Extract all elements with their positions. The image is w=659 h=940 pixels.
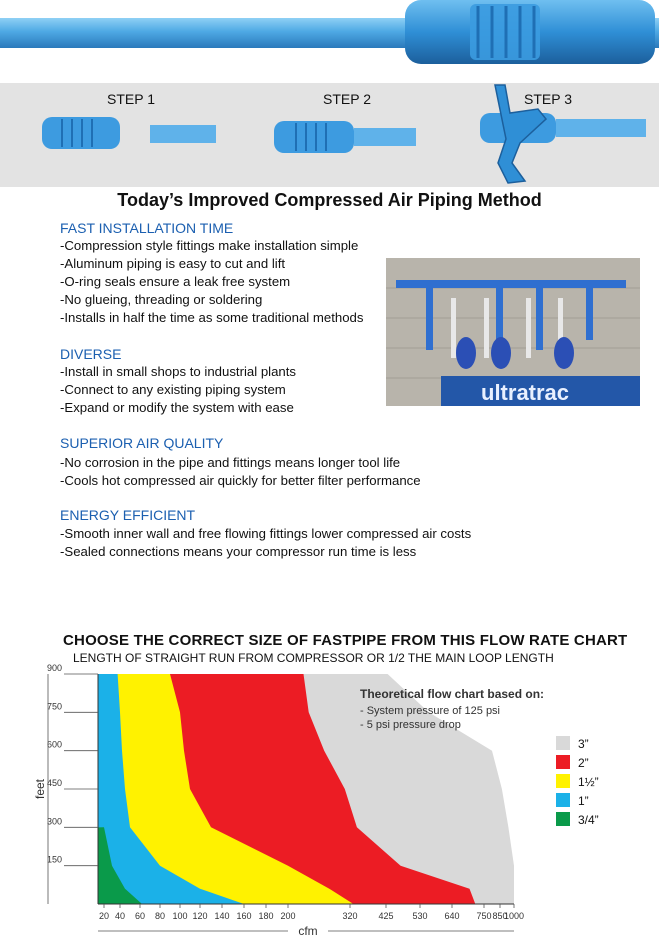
chart-note-line: - 5 psi pressure drop	[360, 719, 461, 731]
y-tick-label: 750	[46, 701, 62, 712]
legend-swatch	[556, 774, 570, 788]
chart-title: CHOOSE THE CORRECT SIZE OF FASTPIPE FROM THIS FLOW RATE CHART	[63, 632, 628, 649]
pipe-fitting-hero-icon	[0, 0, 659, 80]
fast-installation-list	[60, 237, 363, 327]
diverse-list	[60, 363, 296, 417]
step-3-label: STEP 3	[524, 91, 572, 107]
list-item: -Install in small shops to industrial plants	[60, 364, 297, 379]
x-tick-label: 425	[378, 911, 394, 921]
step-2-fitting-icon	[274, 121, 416, 153]
legend-swatch	[556, 736, 570, 750]
list-item: -Expand or modify the system with ease	[60, 400, 294, 415]
list-item: -Connect to any existing piping system	[60, 382, 286, 397]
x-tick-label: 120	[192, 911, 208, 921]
y-tick-label: 600	[46, 739, 62, 750]
photo-brand-text: ultratrac	[481, 380, 570, 405]
x-tick-label: 180	[258, 911, 274, 921]
compressor-room-photo-icon	[386, 258, 640, 406]
list-item: -Installs in half the time as some traditional methods	[60, 310, 364, 325]
y-tick-label: 900	[46, 664, 62, 673]
legend-label: 2”	[578, 756, 589, 770]
legend-swatch	[556, 793, 570, 807]
x-tick-label: 160	[236, 911, 252, 921]
x-tick-label: 200	[280, 911, 296, 921]
y-axis-label: feet	[33, 778, 47, 800]
air-quality-list	[60, 454, 421, 490]
list-item: -Compression style fittings make installation simple	[60, 238, 359, 253]
flow-rate-chart	[0, 664, 659, 940]
legend-label: 3”	[578, 737, 589, 751]
legend-swatch	[556, 755, 570, 769]
step-2-label: STEP 2	[323, 91, 371, 107]
y-tick-label: 300	[46, 816, 62, 827]
list-item: -Sealed connections means your compressor run time is less	[60, 544, 417, 559]
list-item: -No corrosion in the pipe and fittings means longer tool life	[60, 455, 401, 470]
page-title: Today’s Improved Compressed Air Piping Method	[117, 190, 542, 210]
step-illustrations	[0, 83, 659, 187]
list-item: -O-ring seals ensure a leak free system	[60, 274, 291, 289]
x-tick-label: 80	[154, 911, 166, 921]
x-tick-label: 100	[172, 911, 188, 921]
section-heading-fast-installation: FAST INSTALLATION TIME	[60, 220, 234, 236]
chart-note-line: - System pressure of 125 psi	[360, 705, 501, 717]
installation-photo	[386, 258, 640, 406]
x-tick-label: 850	[492, 911, 508, 921]
x-tick-label: 140	[214, 911, 230, 921]
section-heading-diverse: DIVERSE	[60, 346, 122, 362]
x-tick-label: 1000	[503, 911, 525, 921]
chart-note-title: Theoretical flow chart based on:	[360, 687, 545, 701]
x-axis-label: cfm	[298, 924, 318, 938]
step-1-fitting-icon	[42, 117, 216, 149]
installation-steps-band	[0, 83, 659, 187]
x-tick-label: 530	[412, 911, 428, 921]
energy-efficient-list	[60, 525, 471, 561]
list-item: -Aluminum piping is easy to cut and lift	[60, 256, 286, 271]
step-3-wrench-icon	[480, 85, 646, 183]
x-tick-label: 40	[114, 911, 126, 921]
legend-swatch	[556, 812, 570, 826]
legend-label: 1½”	[578, 775, 599, 789]
x-tick-label: 750	[476, 911, 492, 921]
y-tick-label: 450	[46, 778, 62, 788]
x-tick-label: 320	[342, 911, 358, 921]
list-item: -Smooth inner wall and free flowing fittings lower compressed air costs	[60, 526, 472, 541]
hero-pipe-image	[0, 0, 659, 80]
x-tick-label: 60	[134, 911, 146, 921]
list-item: -Cools hot compressed air quickly for better filter performance	[60, 473, 421, 488]
list-item: -No glueing, threading or soldering	[60, 292, 263, 307]
x-tick-label: 20	[98, 911, 110, 921]
x-tick-label: 640	[444, 911, 460, 921]
section-heading-air-quality: SUPERIOR AIR QUALITY	[60, 435, 224, 451]
section-heading-energy-efficient: ENERGY EFFICIENT	[60, 507, 196, 523]
legend-label: 1”	[578, 794, 589, 808]
step-1-label: STEP 1	[107, 91, 155, 107]
chart-subtitle: LENGTH OF STRAIGHT RUN FROM COMPRESSOR OR 1/2 THE MAIN LOOP LENGTH	[73, 651, 554, 665]
legend-label: 3/4”	[578, 813, 599, 827]
y-tick-label: 150	[46, 854, 62, 865]
